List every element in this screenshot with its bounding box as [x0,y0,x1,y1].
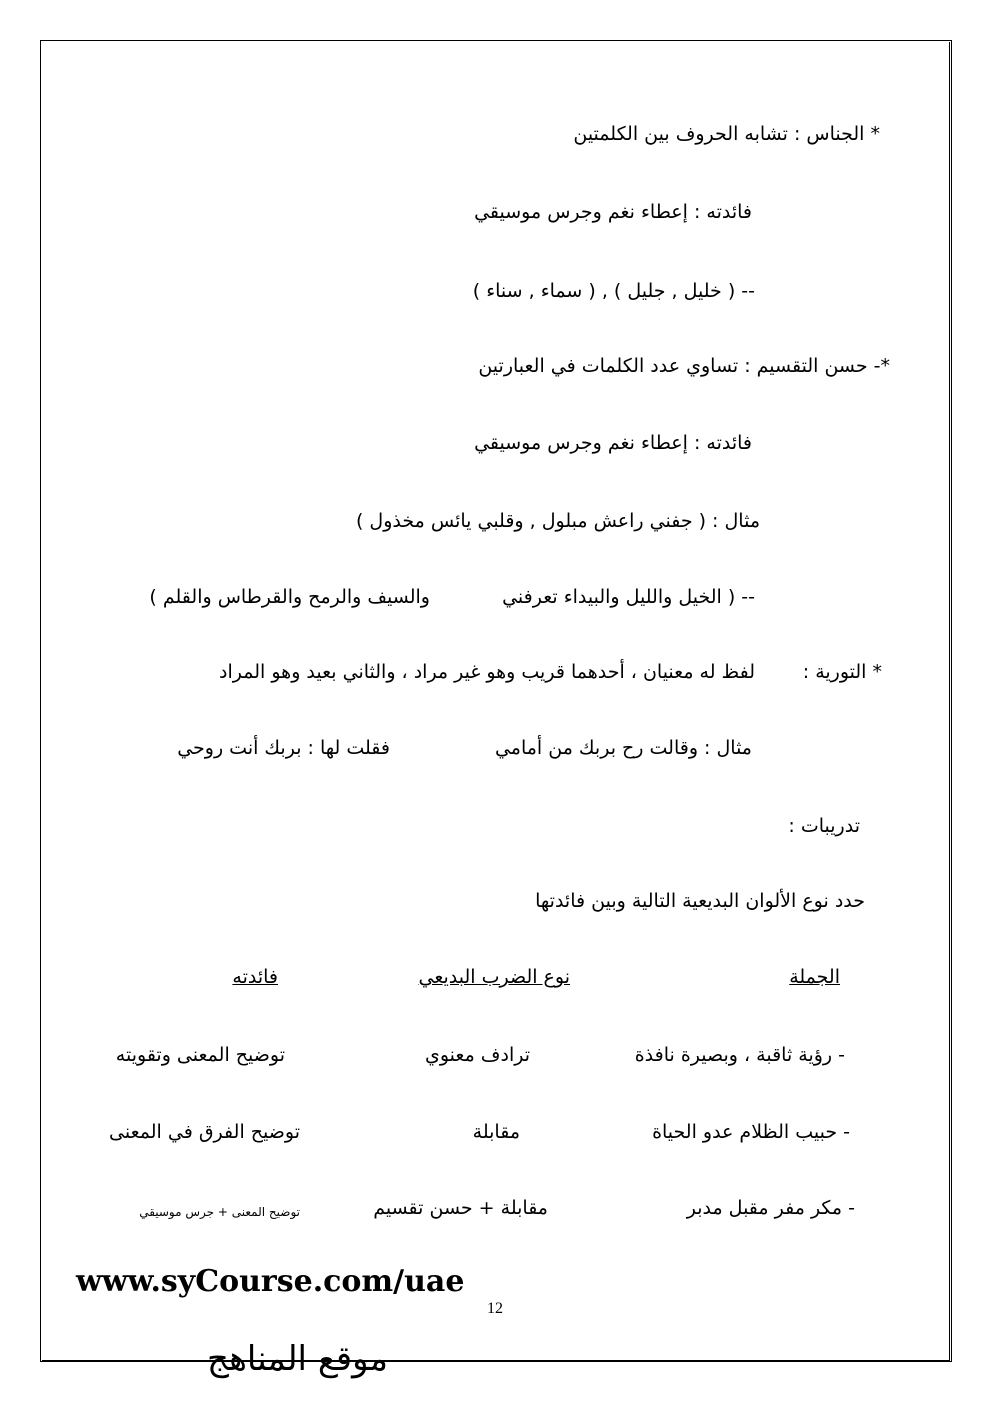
row3-benefit: توضيح المعنى + جرس موسيقي [139,1205,300,1219]
row1-type: ترادف معنوي [424,1044,530,1066]
row1-benefit: توضيح المعنى وتقويته [115,1044,285,1066]
jinas-example: -- ( خليل , جليل ) , ( سماء , سناء ) [472,280,755,302]
exercises-title: تدريبات : [788,815,860,837]
page-border-inner [42,42,950,1361]
row2-type: مقابلة [472,1121,520,1143]
row2-sentence: - حبيب الظلام عدو الحياة [652,1121,850,1143]
tawriya-example-first-hemistich: مثال : وقالت رح بربك من أمامي [494,737,752,759]
taqsim-benefit: فائدته : إعطاء نغم وجرس موسيقي [474,432,752,454]
header-benefit: فائدته [232,966,278,988]
taqsim-example2-first-hemistich: -- ( الخيل والليل والبيداء تعرفني [502,586,755,608]
taqsim-example2-second-hemistich: والسيف والرمح والقرطاس والقلم ) [149,586,430,608]
site-name: موقع المناهج [207,1339,388,1379]
tawriya-example-second-hemistich: فقلت لها : بربك أنت روحي [177,737,390,759]
header-figure-type: نوع الضرب البديعي [418,966,570,988]
website-link[interactable]: www.syCourse.com/uae [76,1264,465,1299]
row3-type: مقابلة + حسن تقسيم [373,1197,548,1219]
header-sentence: الجملة [789,966,840,988]
tawriya-definition: لفظ له معنيان ، أحدهما قريب وهو غير مراد ، والثاني بعيد وهو المراد [219,661,755,683]
taqsim-example: مثال : ( جفني راعش مبلول , وقلبي يائس مخذول ) [355,510,760,532]
taqsim-definition: *- حسن التقسيم : تساوي عدد الكلمات في العبارتين [478,355,890,377]
tawriya-term: * التورية : [802,661,882,683]
jinas-benefit: فائدته : إعطاء نغم وجرس موسيقي [474,201,752,223]
exercises-instruction: حدد نوع الألوان البديعية التالية وبين فائدتها [535,890,865,912]
row1-sentence: - رؤية ثاقبة ، وبصيرة نافذة [634,1044,845,1066]
row2-benefit: توضيح الفرق في المعنى [109,1121,300,1143]
page-number: 12 [487,1300,503,1317]
jinas-definition: * الجناس : تشابه الحروف بين الكلمتين [573,123,880,145]
row3-sentence: - مكر مفر مقبل مدبر [686,1197,855,1219]
